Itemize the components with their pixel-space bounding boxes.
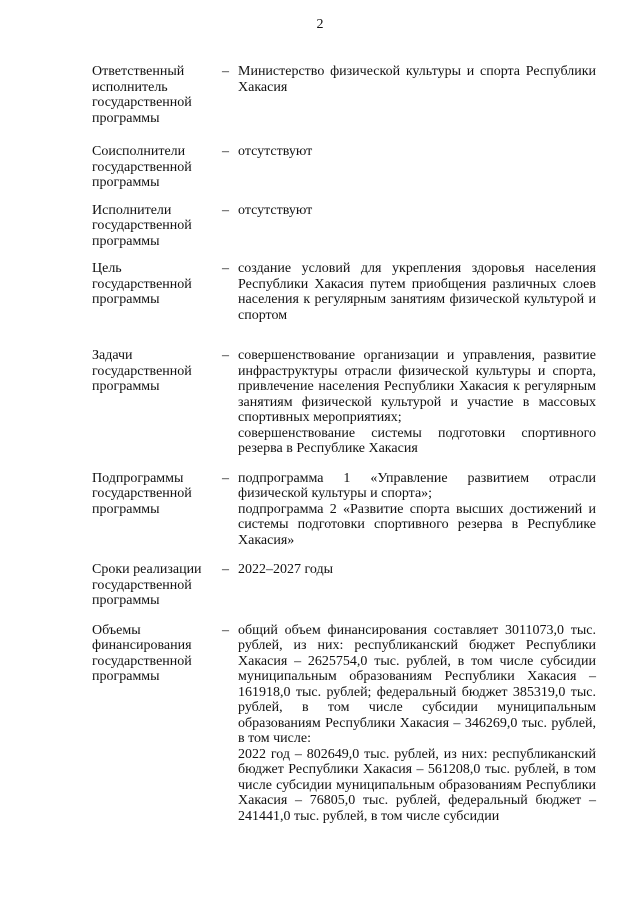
value-paragraph: отсутствуют bbox=[238, 202, 313, 218]
row-label: Сроки реализации государственной программы bbox=[92, 562, 202, 608]
row-dash: – bbox=[222, 348, 229, 363]
value-paragraph: Министерство физической культуры и спорта Республики Хакасия bbox=[238, 64, 596, 95]
row-label: Подпрограммы государственной программы bbox=[92, 470, 192, 517]
passport-row-co-executors bbox=[92, 144, 602, 191]
passport-row-terms bbox=[92, 562, 602, 609]
row-value bbox=[238, 144, 596, 160]
row-value bbox=[238, 348, 596, 457]
value-paragraph: 2022 год – 802649,0 тыс. рублей, из них: республиканский бюджет Республики Хакасия – 561208,0 тыс. рублей, в том числе субсидии муниципальным образованиям Республики Хакасия – 76805,0 тыс. рублей, федеральный бюджет – 241441,0 тыс. рублей, в том числе субсидии bbox=[238, 746, 596, 824]
row-label: Объемы финансирования государственной программы bbox=[92, 622, 192, 684]
row-value bbox=[238, 261, 596, 323]
value-paragraph: отсутствуют bbox=[238, 144, 313, 159]
value-paragraph: совершенствование системы подготовки спортивного резерва в Республике Хакасия bbox=[238, 425, 596, 456]
program-passport-table bbox=[92, 64, 602, 824]
row-label: Цель государственной программы bbox=[92, 261, 192, 307]
passport-row-tasks bbox=[92, 348, 602, 457]
passport-row-goal bbox=[92, 261, 602, 323]
value-paragraph: подпрограмма 1 «Управление развитием отрасли физической культуры и спорта»; bbox=[238, 470, 596, 501]
row-label: Исполнители государственной программы bbox=[92, 202, 192, 249]
row-dash: – bbox=[222, 622, 229, 638]
value-paragraph: подпрограмма 2 «Развитие спорта высших достижений и системы подготовки спортивного резерва в Республике Хакасия» bbox=[238, 501, 596, 548]
value-paragraph: совершенствование организации и управления, развитие инфраструктуры отрасли физической культуры и спорта, привлечение населения Республики Хакасия к регулярным занятиям физической культурой и участие в массовых спортивных мероприятиях; bbox=[238, 348, 596, 425]
row-value bbox=[238, 64, 596, 95]
row-dash: – bbox=[222, 470, 229, 486]
passport-row-responsible-executor bbox=[92, 64, 602, 126]
passport-row-executors bbox=[92, 203, 602, 250]
row-dash: – bbox=[222, 562, 229, 577]
row-label: Ответственный исполнитель государственной программы bbox=[92, 64, 192, 126]
row-dash: – bbox=[222, 261, 229, 276]
row-label: Задачи государственной программы bbox=[92, 348, 192, 394]
row-value bbox=[238, 203, 596, 219]
row-dash: – bbox=[222, 202, 229, 218]
passport-row-subprograms bbox=[92, 471, 602, 549]
row-label: Соисполнители государственной программы bbox=[92, 144, 192, 190]
row-dash: – bbox=[222, 144, 229, 159]
value-paragraph: общий объем финансирования составляет 3011073,0 тыс. рублей, из них: республиканский бюджет Республики Хакасия – 2625754,0 тыс. рублей, в том числе субсидии муниципальным образованиям Республики Хакасия – 161918,0 тыс. рублей; федеральный бюджет 385319,0 тыс. рублей, в том числе субсидии муниципальным образованиям Республики Хакасия – 346269,0 тыс. рублей, в том числе: bbox=[238, 622, 596, 746]
value-paragraph: создание условий для укрепления здоровья населения Республики Хакасия путем приобщения различных слоев населения к регулярным занятиям физической культурой и спортом bbox=[238, 261, 596, 323]
row-value bbox=[238, 562, 596, 578]
row-value bbox=[238, 471, 596, 549]
row-value bbox=[238, 623, 596, 825]
row-dash: – bbox=[222, 64, 229, 79]
page-number: 2 bbox=[316, 17, 324, 32]
passport-row-funding bbox=[92, 623, 602, 825]
value-paragraph: 2022–2027 годы bbox=[238, 562, 334, 577]
